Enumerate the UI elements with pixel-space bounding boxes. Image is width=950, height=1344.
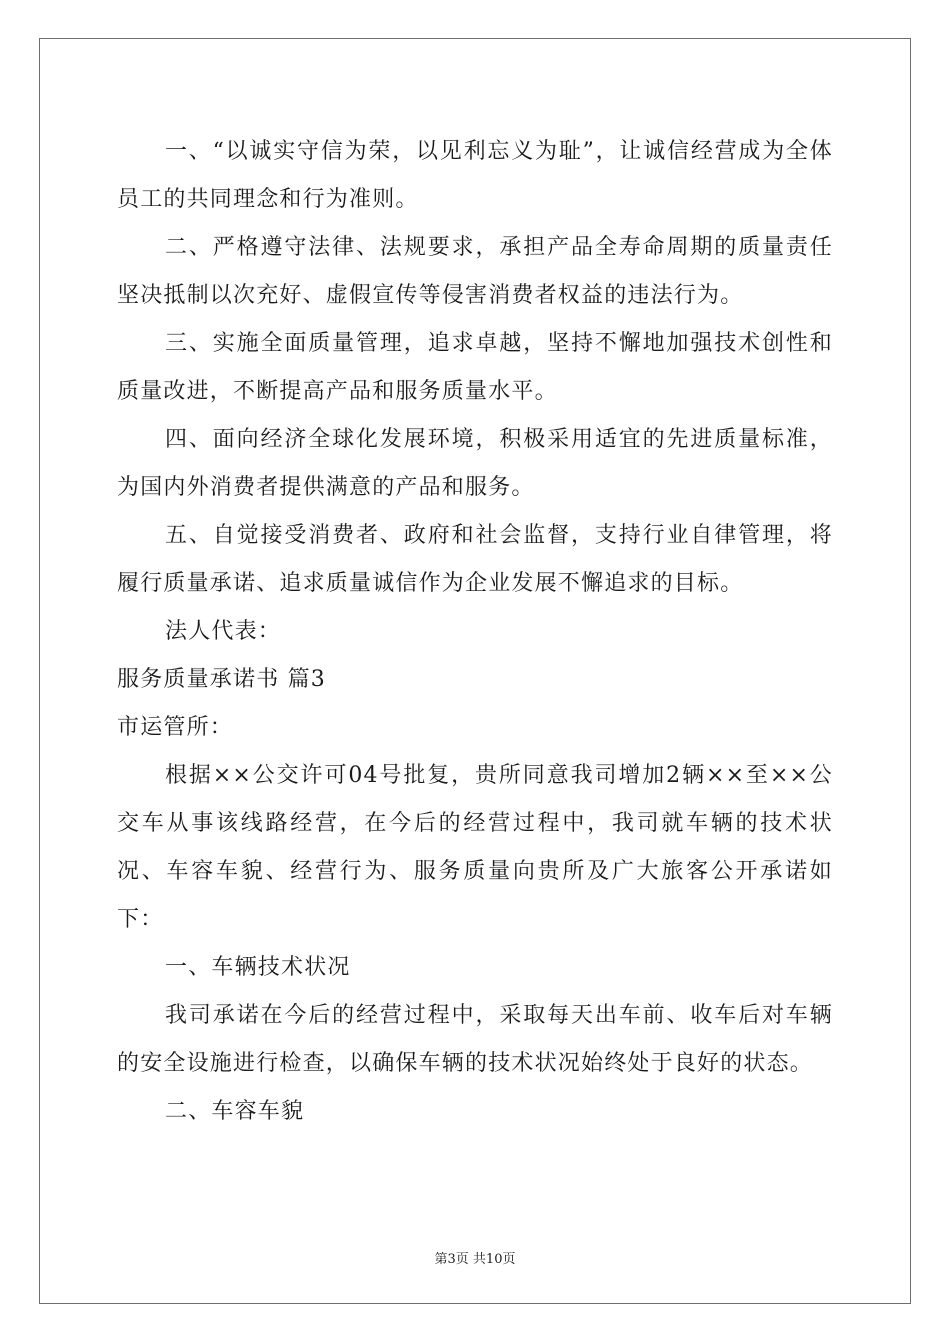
- addressee: 市运管所：: [117, 715, 234, 740]
- page-number-footer: 第3页 共10页: [434, 1252, 516, 1267]
- paragraph-commitment-3: 三、实施全面质量管理，追求卓越，坚持不懈地加强技术创性和质量改进，不断提高产品和服务质量水平。: [117, 331, 833, 404]
- paragraph-commitment-5: 五、自觉接受消费者、政府和社会监督，支持行业自律管理，将履行质量承诺、追求质量诚信作为企业发展不懈追求的目标。: [117, 523, 833, 596]
- section-heading: 服务质量承诺书 篇3: [117, 667, 326, 692]
- legal-representative-line: 法人代表：: [165, 619, 282, 644]
- subheading-vehicle-condition: 一、车辆技术状况: [165, 955, 351, 980]
- subheading-vehicle-appearance: 二、车容车貌: [165, 1099, 305, 1124]
- paragraph-commitment-2: 二、严格遵守法律、法规要求，承担产品全寿命周期的质量责任坚决抵制以次充好、虚假宣传等侵害消费者权益的违法行为。: [117, 235, 833, 308]
- paragraph-vehicle-condition: 我司承诺在今后的经营过程中，采取每天出车前、收车后对车辆的安全设施进行检查，以确保车辆的技术状况始终处于良好的状态。: [117, 1003, 833, 1076]
- paragraph-intro: 根据××公交许可04号批复，贵所同意我司增加2辆××至××公交车从事该线路经营，在今后的经营过程中，我司就车辆的技术状况、车容车貌、经营行为、服务质量向贵所及广大旅客公开承诺如下：: [117, 763, 833, 932]
- document-body: [117, 128, 833, 1136]
- paragraph-commitment-1: 一、“以诚实守信为荣，以见利忘义为耻”，让诚信经营成为全体员工的共同理念和行为准则。: [117, 139, 833, 212]
- paragraph-commitment-4: 四、面向经济全球化发展环境，积极采用适宜的先进质量标准，为国内外消费者提供满意的产品和服务。: [117, 427, 833, 500]
